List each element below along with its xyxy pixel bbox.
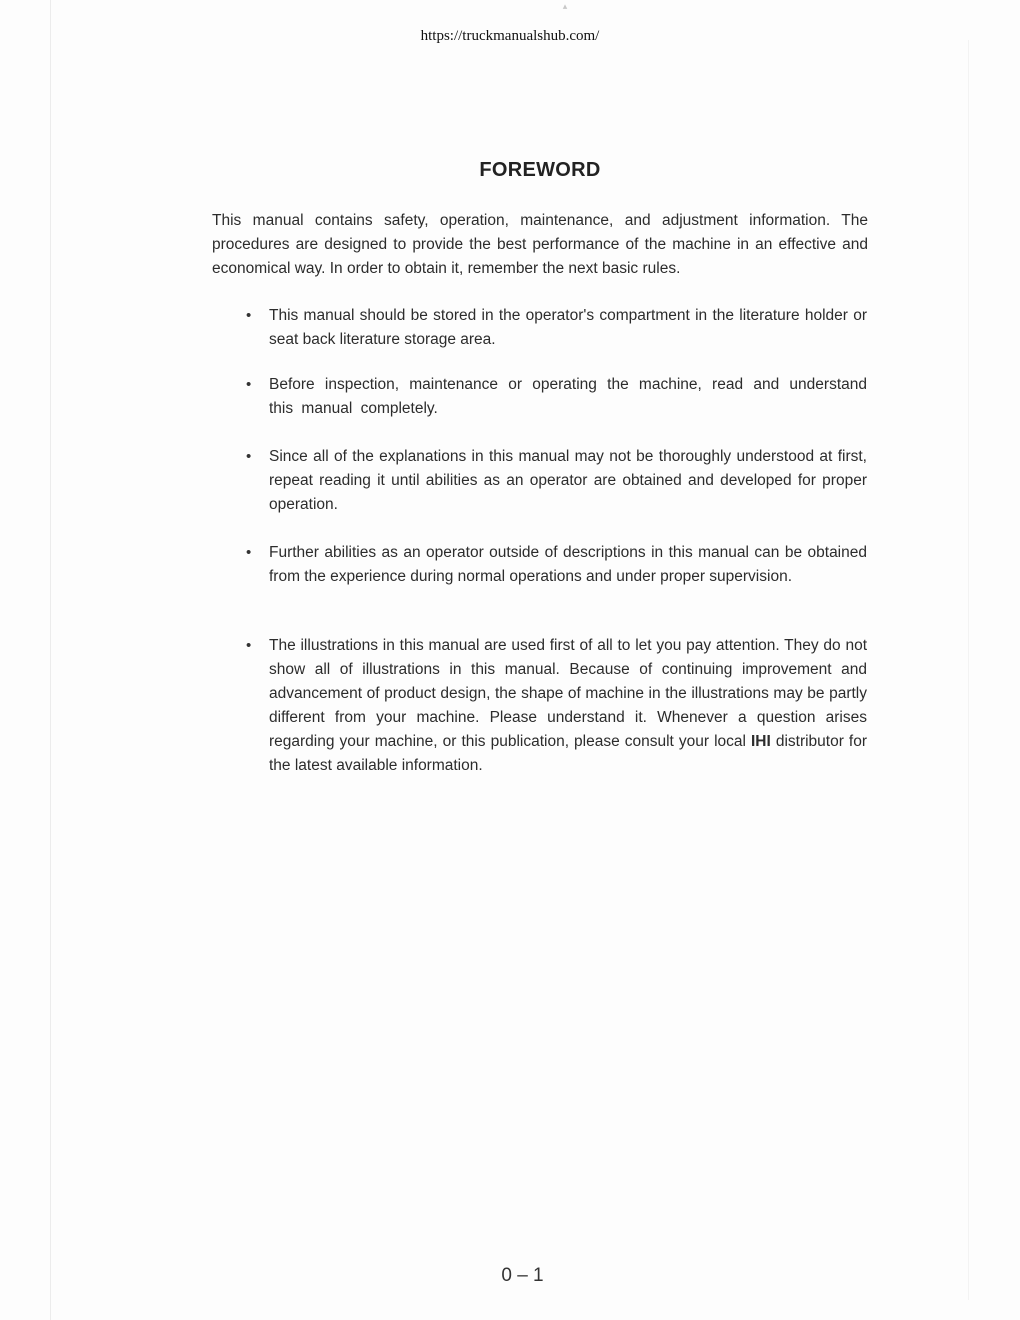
- rule-text-part: distributor for the latest available information.: [269, 733, 868, 774]
- scan-edge-line-right: [968, 40, 969, 1300]
- rule-text: Further abilities as an operator outside of descriptions in this manual can be obtained from the experience during normal operations and under proper supervision.: [269, 544, 867, 585]
- brand-name: IHI: [750, 733, 771, 750]
- rule-text-illustrations: [269, 634, 867, 778]
- bullet-icon: •: [246, 376, 252, 393]
- bullet-icon: •: [246, 448, 252, 465]
- bullet-icon: •: [246, 637, 252, 654]
- page-number: 0 – 1: [501, 1265, 544, 1286]
- rule-text: Before inspection, maintenance or operating the machine, read and understand this manual completely.: [269, 376, 867, 417]
- rule-text: This manual should be stored in the operator's compartment in the literature holder or seat back literature storage area.: [269, 307, 867, 348]
- scan-edge-line: [50, 0, 51, 1320]
- bullet-icon: •: [246, 544, 252, 561]
- page-title: FOREWORD: [479, 159, 601, 181]
- rule-text-part: The illustrations in this manual are used first of all to let you pay attention. They do not show all of illustrations in this manual. Because of continuing improvement and advancement of product design, the shape of machine in the illustrations may be partly different from your machine. Please understand it. Whenever a question arises regarding your machine, or this publication, please consult your local: [269, 637, 867, 750]
- bullet-icon: •: [246, 307, 252, 324]
- intro-paragraph: This manual contains safety, operation, maintenance, and adjustment information. The procedures are designed to provide the best performance of the machine in an effective and economical way. In order to obtain it, remember the next basic rules.: [212, 212, 868, 277]
- scan-mark: ▴: [562, 1, 568, 11]
- rule-text: Since all of the explanations in this manual may not be thoroughly understood at first, repeat reading it until abilities as an operator are obtained and developed for proper operation.: [269, 448, 867, 513]
- source-url[interactable]: https://truckmanualshub.com/: [420, 28, 600, 44]
